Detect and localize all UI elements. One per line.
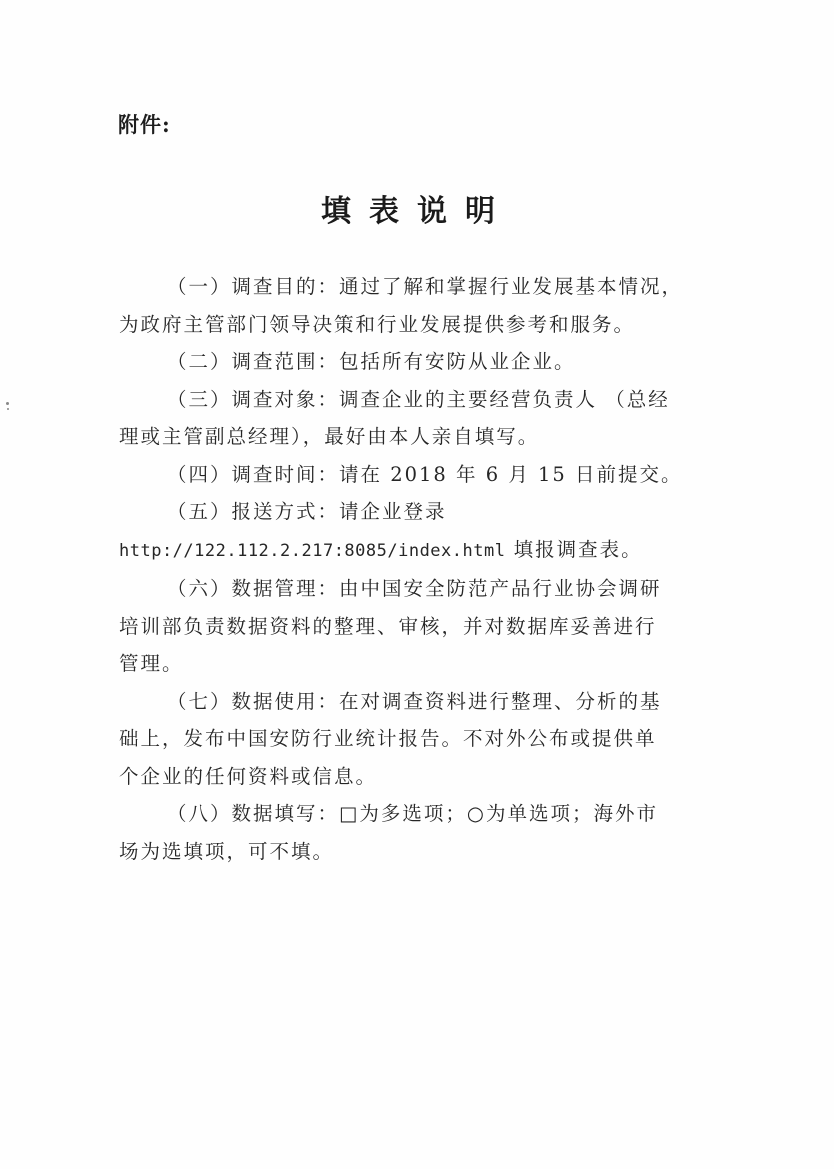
paragraph-time <box>119 456 683 494</box>
paragraph-line: （二）调查范围：包括所有安防从业企业。 <box>167 350 576 373</box>
paragraph-line: （五）报送方式：请企业登录 <box>167 500 447 523</box>
page-title: 填表说明 <box>321 194 513 229</box>
instructions-body <box>119 268 684 870</box>
paragraph-line: 管理。 <box>119 652 184 675</box>
paragraph-line: （七）数据使用：在对调查资料进行整理、分析的基 <box>167 689 662 713</box>
scan-speck <box>6 402 9 405</box>
paragraph-line: 场为选填项，可不填。 <box>119 839 335 863</box>
paragraph-purpose <box>119 268 684 343</box>
paragraph-line: （三）调查对象：调查企业的主要经营负责人 （总经 <box>167 387 670 411</box>
paragraph-submission <box>119 493 679 570</box>
paragraph-data-filling <box>119 795 679 870</box>
paragraph-line: （一）调查目的：通过了解和掌握行业发展基本情况， <box>167 275 684 298</box>
paragraph-line: 础上，发布中国安防行业统计报告。不对外公布或提供单 <box>119 727 657 750</box>
paragraph-subject <box>119 381 679 456</box>
paragraph-data-usage <box>119 683 679 796</box>
paragraph-data-management <box>119 570 679 683</box>
paragraph-line: 培训部负责数据资料的整理、审核，并对数据库妥善进行 <box>119 614 657 638</box>
attachment-label: 附件: <box>118 112 171 137</box>
paragraph-line: 理或主管副总经理），最好由本人亲自填写。 <box>119 425 540 448</box>
paragraph-line: （六）数据管理：由中国安全防范产品行业协会调研 <box>167 577 662 600</box>
paragraph-line: 为政府主管部门领导决策和行业发展提供参考和服务。 <box>119 312 636 336</box>
scan-speck <box>7 408 9 410</box>
paragraph-scope <box>119 343 679 381</box>
paragraph-line: （四）调查时间：请在 2018 年 6 月 15 日前提交。 <box>167 462 683 486</box>
paragraph-url-line <box>119 531 679 571</box>
survey-url-link[interactable]: http://122.112.2.217:8085/index.html <box>119 540 506 561</box>
paragraph-line: 个企业的任何资料或信息。 <box>119 764 378 788</box>
paragraph-line: （八）数据填写：□为多选项；○为单选项；海外市 <box>167 802 658 825</box>
url-suffix: 填报调查表。 <box>505 537 643 561</box>
